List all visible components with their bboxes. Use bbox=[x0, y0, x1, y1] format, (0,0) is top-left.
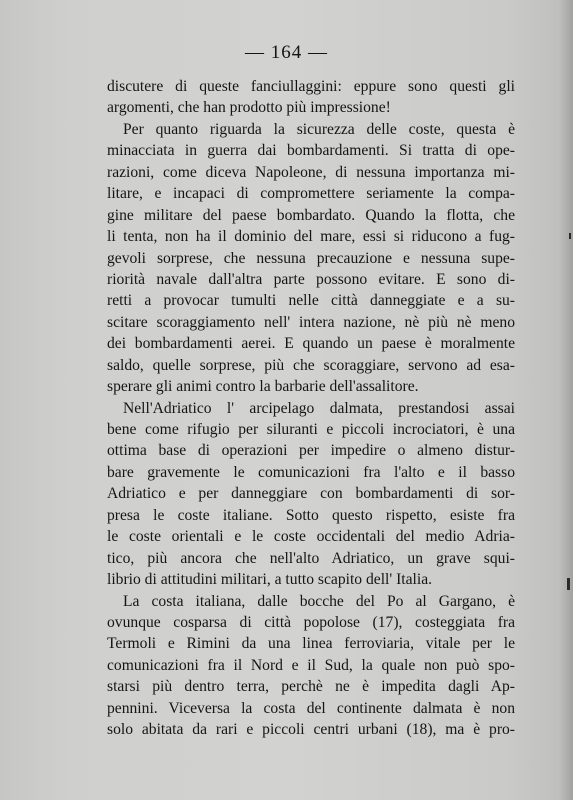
text-line: ottima base di operazioni per impedire o almeno distur- bbox=[107, 442, 515, 460]
body-text bbox=[107, 76, 515, 741]
text-line: dei bombardamenti aerei. E quando un paese è moralmente bbox=[107, 335, 515, 353]
text-line: solo abitata da rari e piccoli centri urbani (18), ma è pro- bbox=[107, 721, 515, 739]
text-line: saldo, quelle sorprese, più che scoraggiare, servono ad esa- bbox=[107, 356, 515, 374]
text-line: ovunque cosparsa di città popolose (17), costeggiata fra bbox=[107, 613, 515, 631]
text-line: argomenti, che han prodotto più impressione! bbox=[107, 99, 391, 117]
text-line: litare, e incapaci di compromettere seriamente la compa- bbox=[107, 185, 515, 203]
text-line: Adriatico e per danneggiare con bombardamenti di sor- bbox=[107, 485, 515, 503]
page-number: — 164 — bbox=[245, 42, 328, 63]
margin-mark bbox=[569, 233, 571, 239]
text-line: sperare gli animi contro la barbarie dell'assalitore. bbox=[107, 378, 419, 396]
text-line: librio di attitudini militari, a tutto scapito dell' Italia. bbox=[107, 571, 433, 589]
text-line: tico, più ancora che nell'alto Adriatico, un grave squi- bbox=[107, 549, 515, 567]
text-line: li tenta, non ha il dominio del mare, essi si riducono a fug- bbox=[107, 228, 515, 246]
text-line: razioni, come diceva Napoleone, di nessuna importanza mi- bbox=[107, 163, 515, 181]
text-line: Termoli e Rimini da una linea ferroviaria, vitale per le bbox=[107, 635, 515, 653]
text-line: scitare scoraggiamento nell' intera nazione, nè più nè meno bbox=[107, 313, 515, 331]
text-line: starsi più dentro terra, perchè ne è impedita dagli Ap- bbox=[107, 678, 515, 696]
text-line: gevoli sorprese, che nessuna precauzione e nessuna supe- bbox=[107, 249, 515, 267]
text-line: bene come rifugio per siluranti e piccoli incrociatori, è una bbox=[107, 421, 515, 438]
text-line: riorità navale dall'altra parte possono evitare. E sono di- bbox=[107, 270, 515, 288]
text-line: minacciata in guerra dai bombardamenti. Si tratta di ope- bbox=[107, 142, 515, 160]
text-line: Per quanto riguarda la sicurezza delle coste, questa è bbox=[123, 120, 515, 138]
text-line: La costa italiana, dalle bocche del Po al Gargano, è bbox=[123, 592, 515, 610]
text-line: Nell'Adriatico l' arcipelago dalmata, prestandosi assai bbox=[123, 399, 515, 417]
text-line: gine militare del paese bombardato. Quando la flotta, che bbox=[107, 206, 515, 224]
text-line: discutere di queste fanciullaggini: eppure sono questi gli bbox=[107, 78, 515, 95]
text-line: le coste orientali e le coste occidentali del medio Adria- bbox=[107, 528, 515, 546]
margin-mark bbox=[567, 578, 570, 590]
text-line: presa le coste italiane. Sotto questo rispetto, esiste fra bbox=[107, 506, 515, 524]
text-line: comunicazioni fra il Nord e il Sud, la quale non può spo- bbox=[107, 656, 515, 674]
text-line: retti a provocar tumulti nelle città danneggiate e a su- bbox=[107, 292, 515, 310]
text-line: bare gravemente le comunicazioni fra l'alto e il basso bbox=[107, 463, 515, 481]
page-edge-shadow bbox=[559, 0, 573, 800]
text-line: pennini. Viceversa la costa del continente dalmata è non bbox=[107, 699, 515, 717]
